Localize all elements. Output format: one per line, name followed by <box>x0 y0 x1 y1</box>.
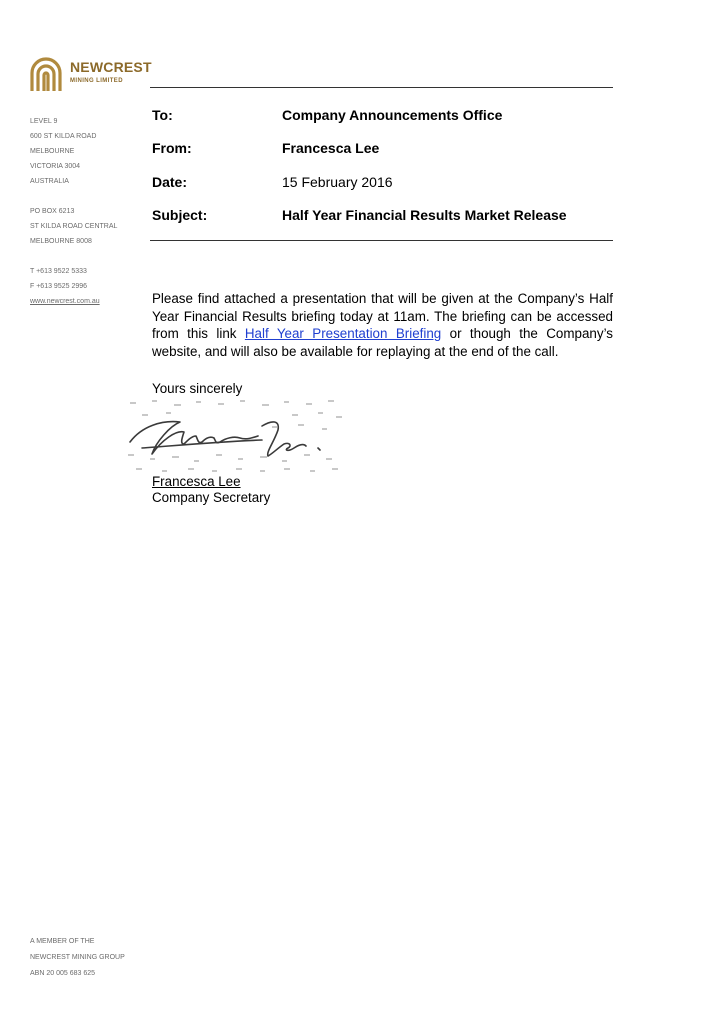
presentation-briefing-link[interactable]: Half Year Presentation Briefing <box>244 326 442 341</box>
address-line-2: 600 ST KILDA ROAD <box>30 133 97 140</box>
from-value: Francesca Lee <box>282 140 380 156</box>
brand-subname: MINING LIMITED <box>70 78 123 84</box>
fax-number: F +613 9525 2996 <box>30 283 88 290</box>
subject-label: Subject: <box>152 207 208 223</box>
address-line-5: AUSTRALIA <box>30 178 69 185</box>
po-line-1: PO BOX 6213 <box>30 208 75 215</box>
footer-line-2: NEWCREST MINING GROUP <box>30 954 125 961</box>
newcrest-logo-icon <box>28 57 68 91</box>
address-line-1: LEVEL 9 <box>30 118 58 125</box>
date-label: Date: <box>152 174 188 190</box>
address-line-4: VICTORIA 3004 <box>30 163 81 170</box>
body-paragraph <box>152 290 613 360</box>
body-text-end: or though the Company’s website, and will also be available for replaying at the end of the call. <box>152 326 614 359</box>
po-line-2: ST KILDA ROAD CENTRAL <box>30 223 118 230</box>
body-text-start: Please find attached a presentation that will be given at the Company’s Half Year Financial Results briefing today at 11am. The briefing can be accessed from this link <box>152 291 613 341</box>
footer-line-1: A MEMBER OF THE <box>30 938 95 945</box>
footer-abn: ABN 20 005 683 625 <box>30 970 95 977</box>
address-line-3: MELBOURNE <box>30 148 75 155</box>
signatory-name: Francesca Lee <box>152 474 241 489</box>
header-top-rule <box>150 87 613 88</box>
closing-salutation: Yours sincerely <box>152 381 243 396</box>
date-value: 15 February 2016 <box>282 174 393 190</box>
website-link[interactable]: www.newcrest.com.au <box>30 298 100 305</box>
brand-name: NEWCREST <box>70 59 152 75</box>
po-line-3: MELBOURNE 8008 <box>30 238 92 245</box>
header-bottom-rule <box>150 240 613 241</box>
signature-image <box>122 396 352 476</box>
to-label: To: <box>152 107 173 123</box>
phone-number: T +613 9522 5333 <box>30 268 87 275</box>
from-label: From: <box>152 140 192 156</box>
subject-value: Half Year Financial Results Market Release <box>282 207 567 223</box>
signatory-title: Company Secretary <box>152 490 271 505</box>
to-value: Company Announcements Office <box>282 107 503 123</box>
